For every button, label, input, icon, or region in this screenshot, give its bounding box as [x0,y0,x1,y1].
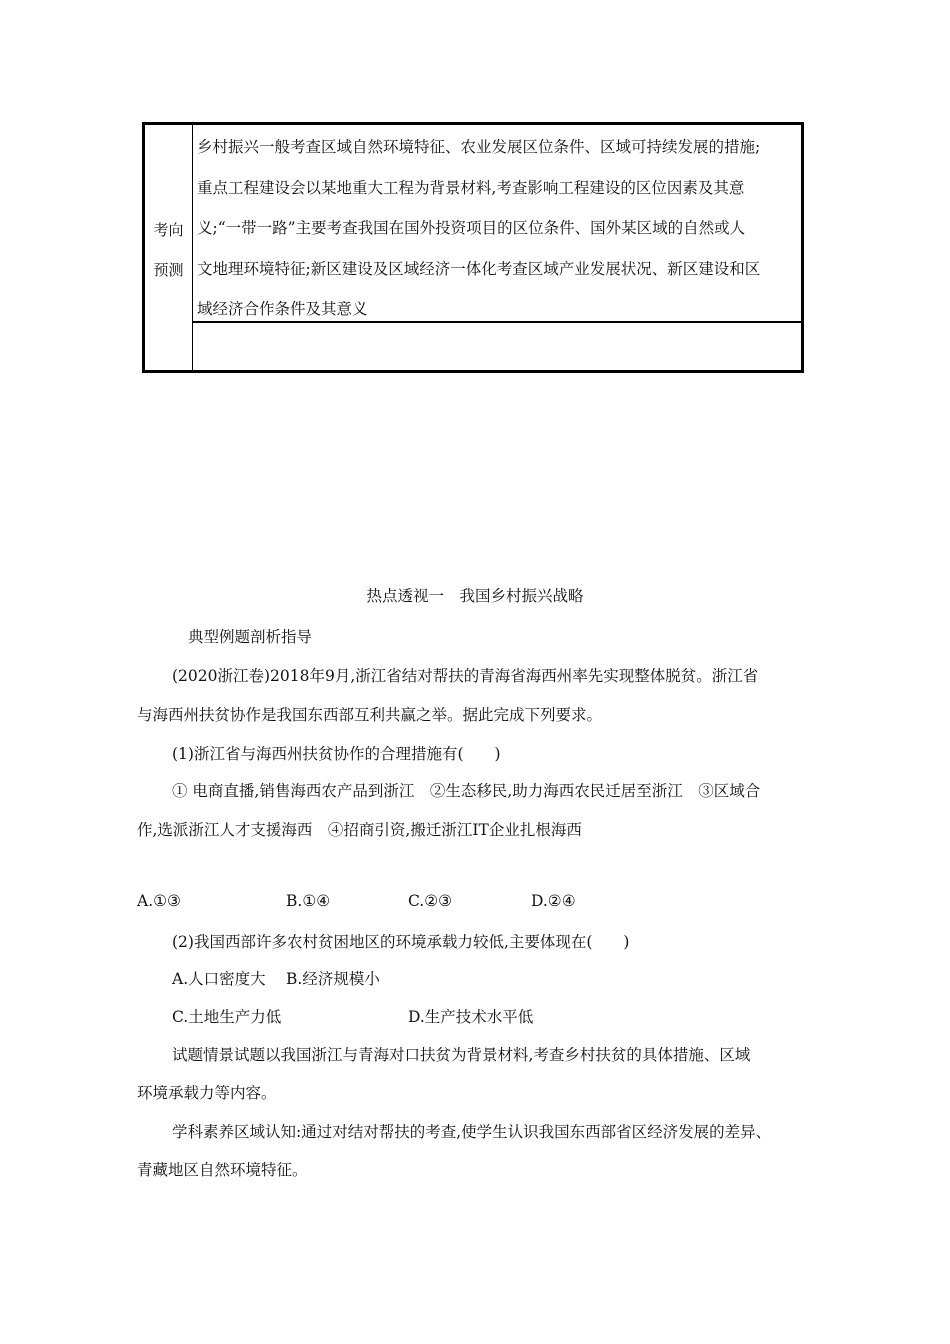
choice-d: D.②④ [531,892,576,910]
choice-b: B.经济规模小 [286,970,380,988]
question-1-options-line: ① 电商直播,销售海西农产品到浙江 ②生态移民,助力海西农民迁居至浙江 ③区域合 [172,782,761,800]
exam-trend-table [142,122,804,373]
choice-d: D.生产技术水平低 [408,1008,534,1026]
label-line: 预测 [153,261,184,279]
question-intro-line: 与海西州扶贫协作是我国东西部互利共赢之举。据此完成下列要求。 [137,706,603,724]
table-content [197,127,799,330]
label-line: 考向 [153,221,184,239]
scenario-line: 环境承载力等内容。 [137,1084,277,1102]
table-column-divider [192,125,193,370]
choice-c: C.②③ [408,892,453,910]
choice-a: A.人口密度大 [172,970,266,988]
content-line: 文地理环境特征;新区建设及区域经济一体化考查区域产业发展状况、新区建设和区 [197,259,761,278]
literacy-line: 青藏地区自然环境特征。 [137,1161,308,1179]
table-row-label [145,210,192,290]
question-1-options-line: 作,选派浙江人才支援海西 ④招商引资,搬迁浙江IT企业扎根海西 [137,821,582,839]
subheading: 典型例题剖析指导 [188,628,313,646]
content-line: 乡村振兴一般考查区域自然环境特征、农业发展区位条件、区域可持续发展的措施; [197,138,761,156]
section-title: 热点透视一 我国乡村振兴战略 [366,587,584,605]
question-intro-line: (2020浙江卷)2018年9月,浙江省结对帮扶的青海省海西州率先实现整体脱贫。浙江省 [172,667,759,685]
choice-b: B.①④ [286,892,331,910]
content-line: 义;“一带一路”主要考查我国在国外投资项目的区位条件、国外某区域的自然或人 [197,219,746,237]
choice-a: A.①③ [137,892,181,910]
content-line: 重点工程建设会以某地重大工程为背景材料,考查影响工程建设的区位因素及其意 [197,178,745,197]
scenario-line: 试题情景试题以我国浙江与青海对口扶贫为背景材料,考查乡村扶贫的具体措施、区域 [172,1046,751,1064]
content-line: 域经济合作条件及其意义 [197,300,368,318]
choice-c: C.土地生产力低 [172,1008,282,1026]
question-1: (1)浙江省与海西州扶贫协作的合理措施有( ) [172,745,501,763]
literacy-line: 学科素养区域认知:通过对结对帮扶的考查,使学生认识我国东西部省区经济发展的差异、 [172,1123,772,1141]
question-2: (2)我国西部许多农村贫困地区的环境承载力较低,主要体现在( ) [172,933,630,951]
